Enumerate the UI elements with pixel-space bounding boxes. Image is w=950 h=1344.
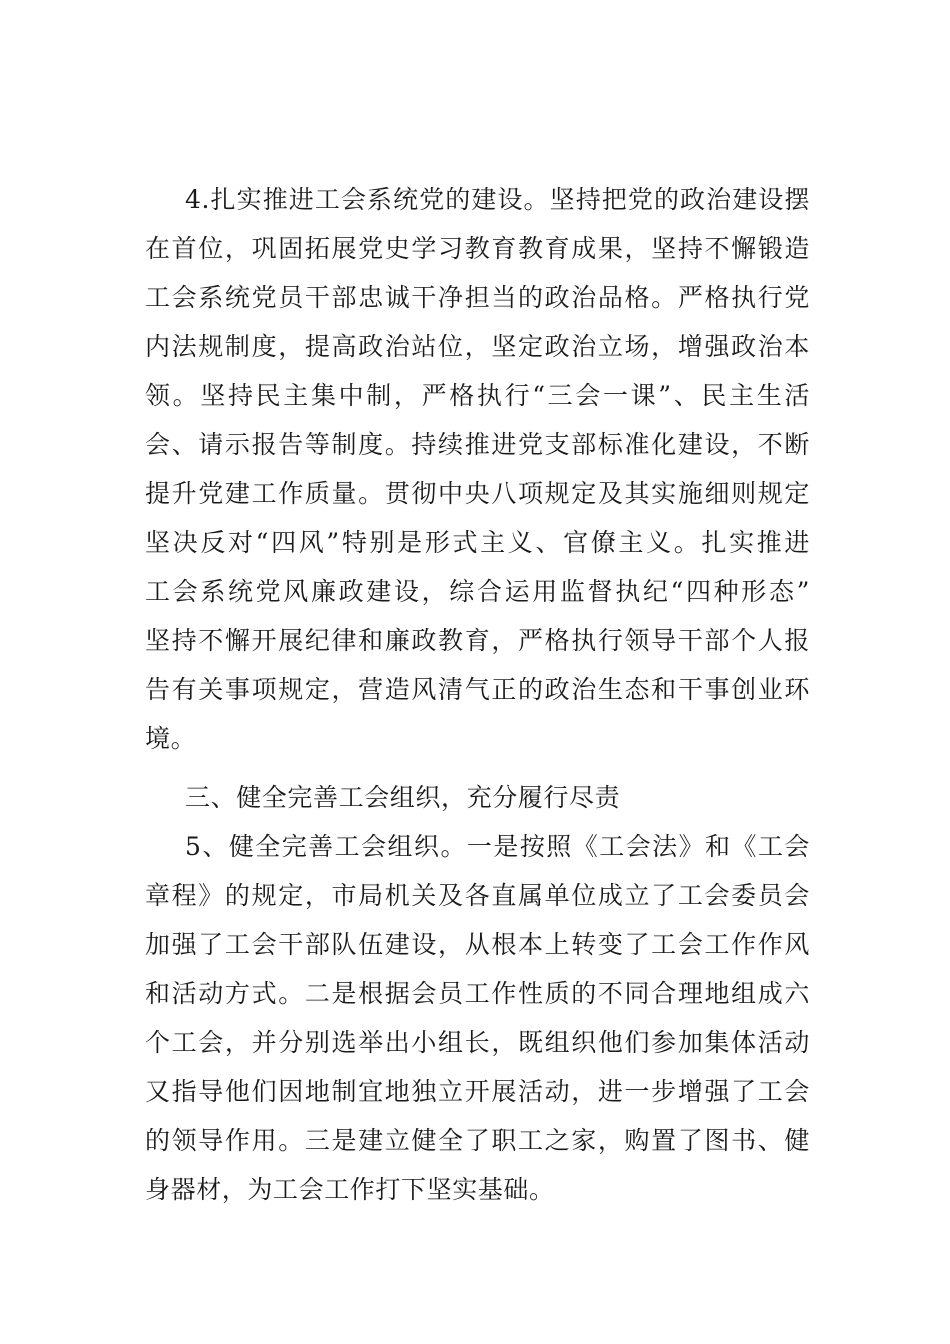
paragraph-4-line-3: 工会系统党员干部忠诚干净担当的政治品格。严格执行党 bbox=[145, 283, 810, 312]
paragraph-4-line-8: 坚决反对“四风”特别是形式主义、官僚主义。扎实推进 bbox=[145, 528, 810, 557]
paragraph-4-line-9: 工会系统党风廉政建设，综合运用监督执纪“四种形态” bbox=[145, 577, 810, 606]
paragraph-4-line-11: 告有关事项规定，营造风清气正的政治生态和干事创业环 bbox=[145, 675, 810, 704]
paragraph-4-line-12: 境。 bbox=[145, 724, 197, 753]
paragraph-5-line-6: 又指导他们因地制宜地独立开展活动，进一步增强了工会 bbox=[145, 1077, 810, 1106]
paragraph-5-line-8: 身器材，为工会工作打下坚实基础。 bbox=[145, 1175, 555, 1204]
paragraph-4-line-2: 在首位，巩固拓展党史学习教育教育成果，坚持不懈锻造 bbox=[145, 234, 810, 263]
paragraph-4-line-6: 会、请示报告等制度。持续推进党支部标准化建设，不断 bbox=[145, 430, 810, 459]
paragraph-5-line-1: 5、健全完善工会组织。一是按照《工会法》和《工会 bbox=[185, 832, 810, 861]
paragraph-5-line-7: 的领导作用。三是建立健全了职工之家，购置了图书、健 bbox=[145, 1126, 810, 1155]
section-heading: 三、健全完善工会组织，充分履行尽责 bbox=[185, 783, 621, 812]
paragraph-5-line-3: 加强了工会干部队伍建设，从根本上转变了工会工作作风 bbox=[145, 930, 810, 959]
paragraph-4-line-10: 坚持不懈开展纪律和廉政教育，严格执行领导干部个人报 bbox=[145, 626, 810, 655]
paragraph-4-line-7: 提升党建工作质量。贯彻中央八项规定及其实施细则规定 bbox=[145, 479, 810, 508]
paragraph-4-line-1: 4.扎实推进工会系统党的建设。坚持把党的政治建设摆 bbox=[185, 185, 810, 214]
paragraph-5-line-4: 和活动方式。二是根据会员工作性质的不同合理地组成六 bbox=[145, 979, 810, 1008]
paragraph-5-line-2: 章程》的规定，市局机关及各直属单位成立了工会委员会 bbox=[145, 881, 810, 910]
paragraph-5-line-5: 个工会，并分别选举出小组长，既组织他们参加集体活动 bbox=[145, 1028, 810, 1057]
paragraph-4-line-4: 内法规制度，提高政治站位，坚定政治立场，增强政治本 bbox=[145, 332, 810, 361]
paragraph-4-line-5: 领。坚持民主集中制，严格执行“三会一课”、民主生活 bbox=[145, 381, 810, 410]
